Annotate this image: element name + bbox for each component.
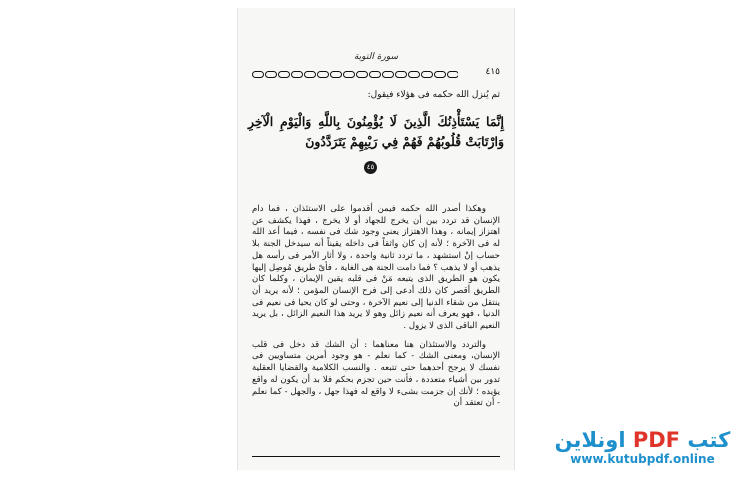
commentary-text: [252, 204, 500, 417]
watermark-logo: [540, 428, 745, 466]
page-header: [252, 67, 500, 81]
watermark-title-prefix: كتب: [687, 428, 731, 452]
watermark-title-suffix: اونلاين: [554, 428, 626, 452]
quran-verse: إِنَّمَا يَسْتَأْذِنُكَ الَّذِينَ لَا يُؤْمِنُونَ بِاللَّهِ وَالْيَوْمِ الْآخِرِ وَارْتَابَتْ قُلُوبُهُمْ فَهُمْ فِي رَيْبِهِمْ يَتَرَدَّدُونَ: [248, 114, 504, 149]
watermark-title: [540, 428, 745, 452]
paragraph: وهكذا أصدر الله حكمه فيمن أقدموا على الاستئذان ، فما دام الإنسان قد تردد بين أن يخرج للجهاد أو لا يخرج ، فهذا يكشف عن اهتزاز إيمانه ، وهذا الاهتزاز يعنى وجود شك فى نفسه ، فيما أعد الله له فى الآخرة ؛ لأنه إن كان واثقاً فى داخله يقيناً أنه سيدخل الجنة بلا حساب إنْ استشهد ، ما تردد ثانية واحدة ، ولا أثار الأمر فى رأسه هل يذهب أو لا يذهب ؟ فما دامت الجنة هى الغاية ، فأىّ طريق مُوصِل إليها يكون هو الطريق الذى يتبعه مَنْ فى قلبه يقين الإيمان ، وكلما كان الطريق أقصر كان ذلك أدعى إلى فرح الإنسان المؤمن ؛ لأنه يريد أن ينتقل من شقاء الدنيا إلى نعيم الآخرة ، وحتى لو كان يحيا فى نعيم فى الدنيا ، فهو يعرف أنه نعيم زائل وهو لا يريد هذا النعيم الزائل ، بل يريد النعيم الباقى الذى لا يزول .: [252, 204, 500, 332]
page-number: ٤١٥: [485, 67, 500, 77]
surah-title: سورة التوبة: [353, 52, 399, 62]
watermark-title-pdf: PDF: [632, 428, 681, 452]
paragraph: والتردد والاستئذان هنا معناهما : أن الشك قد دخل فى قلب الإنسان، ومعنى الشك - كما نعلم - هو وجود أمرين متساويين فى نفسك لا يرجح أحدهما حتى تتبعه . والنسب الكلامية والقضايا العقلية تدور بين أشياء متعددة ، فأنت حين تجزم بحكم فلا بد أن يكون له واقع يؤيده ؛ لأنك إن جزمت بشىء لا واقع له فهذا جهل ، والجهل - كما نعلم - أن تعتقد أن: [252, 339, 500, 409]
book-page: [237, 8, 515, 470]
bottom-rule: [252, 456, 500, 457]
decorative-chain-border: [252, 69, 458, 79]
intro-line: ثم يُنزل الله حكمه فى هؤلاء فيقول:: [367, 90, 500, 100]
watermark-url: www.kutubpdf.online: [570, 452, 715, 466]
verse-number-marker: ٤٥: [364, 161, 377, 174]
